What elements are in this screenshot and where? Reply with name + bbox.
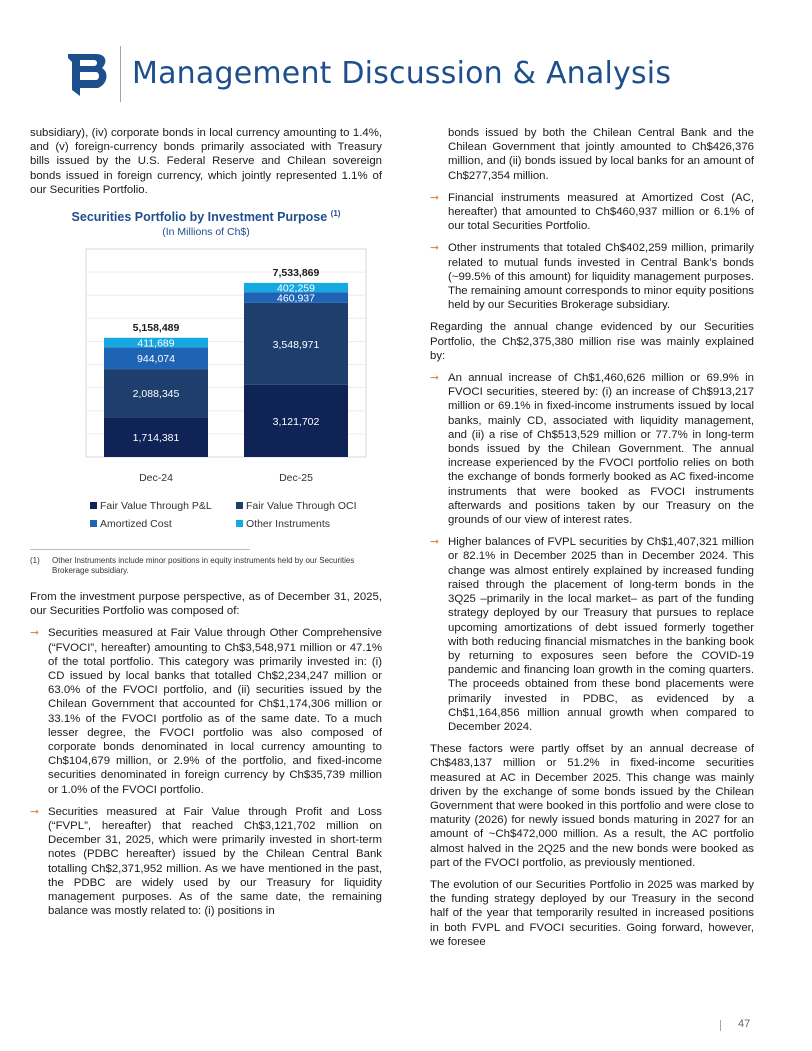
legend-item (236, 499, 376, 513)
bullet-item: ➞ Financial instruments measured at Amortized Cost (AC, hereafter) that amounted to Ch$460,937 million or 6.1% of our total Securities Portfolio. (430, 191, 754, 233)
data-label: 2,088,345 (132, 387, 180, 400)
footnote-number: (1) (30, 555, 40, 565)
page-number: 47 (738, 1018, 751, 1030)
legend-swatch (236, 502, 243, 509)
data-label: 1,714,381 (132, 431, 180, 444)
bullet-item: ➞ An annual increase of Ch$1,460,626 million or 69.9% in FVOCI securities, steered by: (i) an increase of Ch$913,217 million or 69.1% in fixed-income instruments issued by local banks, mainly CD, associated with liquidity management, and (ii) a rise of Ch$513,529 million or 77.7% in long-term bonds issued by the Chilean Government. The annual increase experienced by the FVOCI portfolio relies on both the exchange of bonds formerly booked as AC fixed-income instruments that were booked as FVOCI instruments afterwards and positions taken by our Treasury on the grounds of our view of interest rates. (430, 372, 754, 527)
composition-paragraph: From the investment purpose perspective, as of December 31, 2025, our Securities Portfolio was composed of: (30, 590, 382, 618)
securities-chart (30, 207, 382, 531)
arrow-icon: ➞ (430, 372, 440, 385)
evolution-paragraph: The evolution of our Securities Portfolio in 2025 was marked by the funding strategy deployed by our Treasury in the second half of the year that temporarily resulted in increased positions in both FVPL and FVOCI securities. Going forward, however, we foresee (430, 878, 754, 948)
left-column (30, 126, 382, 926)
footnote-divider (30, 549, 250, 550)
arrow-icon: ➞ (430, 536, 440, 549)
page-title: Management Discussion & Analysis (132, 56, 672, 91)
arrow-icon: ➞ (430, 242, 440, 255)
legend-label: Fair Value Through P&L (100, 499, 212, 512)
right-column (430, 126, 754, 957)
arrow-icon: ➞ (430, 191, 440, 204)
data-label: 411,689 (137, 337, 175, 350)
bullet-item: ➞ Securities measured at Fair Value through Other Comprehensive (“FVOCI”, hereafter) amounting to Ch$3,548,971 million or 47.1% of the total portfolio. This category was primarily invested in: (i) CD issued by local banks that totalled Ch$2,234,247 million or 63.0% of the FVOCI portfolio, and (ii) securities issued by the Chilean Government that accounted for Ch$1,174,306 million or 33.1% of the FVOCI portfolio as of the same date. To a much lesser degree, the FVOCI portfolio was also composed of corporate bonds denominated in local currency amounting to Ch$104,679 million, or 2.9% of the portfolio, and fixed-income securities denominated in foreign currency by Ch$35,739 million or 1.0% of the FVOCI portfolio. (30, 627, 382, 796)
footer-divider (720, 1020, 721, 1031)
arrow-icon: ➞ (30, 805, 40, 818)
legend-label: Amortized Cost (100, 517, 172, 530)
legend-label: Other Instruments (246, 517, 331, 530)
x-tick-label: Dec-24 (139, 471, 173, 484)
bullet-item: ➞ Securities measured at Fair Value through Profit and Loss (“FVPL”, hereafter) that reached Ch$3,121,702 million on December 31, 2025, which were primarily invested in short-term notes (PDBC hereafter) issued by the Chilean Central Bank totalling Ch$2,371,952 million. As we have mentioned in the past, the PDBC are widely used by our Treasury for liquidity management purposes. As of the same date, the remaining balance was mostly related to: (i) positions in (30, 805, 382, 918)
legend-swatch (90, 502, 97, 509)
total-label: 7,533,869 (272, 266, 320, 279)
offset-paragraph: These factors were partly offset by an annual decrease of Ch$483,137 million or 51.2% in fixed-income securities measured at AC in December 2025. This change was mainly driven by the exchange of some bonds issued by the Chilean Government that were booked in this portfolio and were close to maturity (2026) for newly issued bonds maturing in 2027 for an amount of ~Ch$472,000 million. As a result, the AC portfolio almost halved in the 2Q25 and the new bonds were booked as part of the FVOCI portfolio, as previously mentioned. (430, 743, 754, 869)
data-label: 460,937 (277, 292, 315, 305)
bank-logo-icon (66, 48, 110, 98)
legend-swatch (236, 520, 243, 527)
legend-label: Fair Value Through OCI (246, 499, 357, 512)
annual-change-paragraph: Regarding the annual change evidenced by our Securities Portfolio, the Ch$2,375,380 million rise was mainly explained by: (430, 321, 754, 362)
data-label: 3,548,971 (272, 338, 320, 351)
legend-swatch (90, 520, 97, 527)
chart-legend (90, 499, 382, 531)
title-divider (120, 46, 121, 102)
bullet-continuation: bonds issued by both the Chilean Central Bank and the Chilean Government that jointly amounted to Ch$426,376 million, and (ii) bonds issued by local banks for an amount of Ch$277,354 million. (448, 127, 754, 182)
footnote (30, 556, 382, 576)
legend-item (90, 517, 236, 531)
arrow-icon: ➞ (30, 627, 40, 640)
data-label: 944,074 (137, 352, 175, 365)
chart-subtitle: (In Millions of Ch$) (162, 226, 250, 239)
chart-title-note: (1) (330, 209, 341, 219)
bullet-item: ➞ Other instruments that totaled Ch$402,259 million, primarily related to mutual funds invested in Central Bank’s bonds (~99.5% of this amount) for liquidity management purposes. The remaining amount corresponds to minor equity positions held by our Securities Brokerage subsidiary. (430, 242, 754, 312)
data-label: 402,259 (277, 282, 315, 295)
footnote-text: Other Instruments include minor positions in equity instruments held by our Securities Brokerage subsidiary. (52, 555, 355, 575)
data-label: 3,121,702 (272, 415, 320, 428)
stacked-bar-chart (30, 243, 382, 493)
legend-item (90, 499, 236, 513)
bullet-item: ➞ Higher balances of FVPL securities by Ch$1,407,321 million or 82.1% in December 2025 than in December 2024. This change was almost entirely explained by increased funding raised through the placement of long-term bonds in the 3Q25 –primarily in the local market– as part of the funding strategy deployed by our Treasury that pursues to replace upcoming amortizations of debt issued formerly together with both reducing financial mismatches in the banking book by returning to exposures seen before the COVID-19 pandemic and financing loan growth in the coming quarters. The proceeds obtained from these bond placements were primarily invested in PDBC, as evidenced by a Ch$1,164,856 million annual growth when compared to December 2024. (430, 536, 754, 733)
x-tick-label: Dec-25 (279, 471, 313, 484)
legend-item (236, 517, 376, 531)
intro-paragraph: subsidiary), (iv) corporate bonds in local currency amounting to 1.4%, and (v) foreign-currency bonds primarily associated with Treasury bills issued by the U.S. Federal Reserve and Chilean sovereign bonds issued in foreign currency, which jointly represented 1.1% of our Securities Portfolio. (30, 127, 382, 196)
total-label: 5,158,489 (132, 321, 180, 334)
chart-title: Securities Portfolio by Investment Purpose $^{(1)}$ (71, 209, 341, 225)
